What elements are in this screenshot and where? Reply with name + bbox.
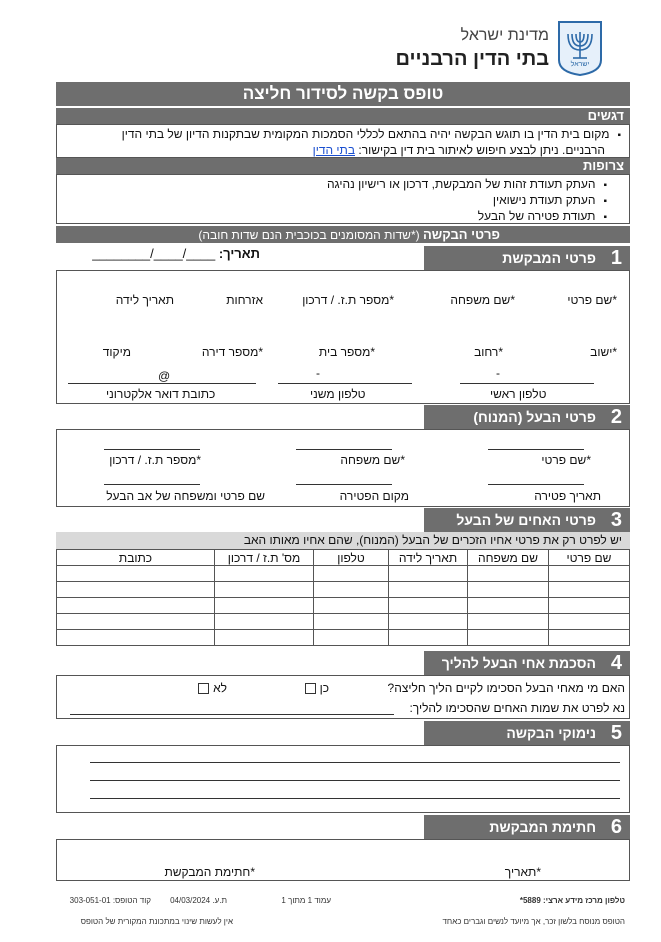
section5-title: נימוקי הבקשה — [506, 725, 596, 741]
emphases-title-text: דגשים — [587, 108, 624, 123]
table-cell[interactable] — [389, 614, 468, 630]
consent-yes-option[interactable] — [301, 681, 329, 695]
emblem — [557, 20, 603, 76]
email-label: כתובת דואר אלקטרוני — [106, 387, 216, 401]
section4-number: 4 — [610, 652, 622, 674]
table-cell[interactable] — [314, 582, 389, 598]
consent-no-checkbox[interactable] — [198, 683, 209, 694]
section3-note: יש לפרט רק את פרטי אחיו הזכרים של הבעל (המנוח), שהם אחיו מאותו האב — [56, 532, 630, 549]
death-date-line[interactable] — [488, 472, 584, 485]
phone-secondary-dash: - — [316, 366, 320, 380]
table-row — [57, 582, 630, 598]
father-name-line[interactable] — [104, 472, 200, 485]
husband-last-name-line[interactable] — [296, 437, 392, 450]
table-cell[interactable] — [215, 614, 314, 630]
phone-main-label: טלפון ראשי — [490, 387, 547, 401]
courts-link[interactable]: בתי הדין — [312, 143, 356, 157]
consent-yes-label: כן — [319, 681, 329, 695]
table-row — [57, 630, 630, 646]
section1-header — [424, 246, 630, 270]
footer-updated: ת.ע. 04/03/2024 — [170, 896, 227, 905]
reason-line-1[interactable] — [90, 750, 620, 763]
consent-detail-label: נא לפרט את שמות האחים שהסכימו להליך: — [409, 701, 625, 715]
table-cell[interactable] — [549, 566, 630, 582]
col-id: מס' ת.ז / דרכון — [215, 550, 314, 566]
applicant-signature[interactable]: *חתימת המבקשת — [164, 865, 255, 879]
table-cell[interactable] — [389, 630, 468, 646]
table-cell[interactable] — [468, 630, 549, 646]
section3-number: 3 — [610, 509, 622, 531]
section6-number: 6 — [610, 816, 622, 838]
section5-number: 5 — [610, 722, 622, 744]
table-header-row — [57, 550, 630, 566]
table-cell[interactable] — [468, 566, 549, 582]
table-cell[interactable] — [314, 614, 389, 630]
emphases-line1: ▪ מקום בית הדין בו תוגש הבקשה יהיה בהתאם לכללי הסמכות המקומית שבתקנות הדיון של בתי הדין — [65, 127, 621, 143]
table-cell[interactable] — [314, 566, 389, 582]
date-label: תאריך: — [218, 246, 260, 261]
section2-number: 2 — [610, 406, 622, 428]
emphases-line2 — [65, 143, 621, 158]
org-name: בתי הדין הרבניים — [395, 48, 549, 70]
table-cell[interactable] — [389, 582, 468, 598]
table-cell[interactable] — [57, 630, 215, 646]
phone-main-field[interactable] — [460, 370, 594, 384]
husband-last-name: *שם משפחה — [340, 453, 405, 467]
request-details-note: (*שדות המסומנים בכוכבית הנם שדות חובה) — [198, 228, 420, 242]
date-field[interactable]: ____/____/________ — [92, 246, 216, 261]
brothers-table-body — [57, 566, 630, 646]
section4-title: הסכמת אחי הבעל להליך — [441, 655, 596, 671]
death-date: תאריך פטירה — [534, 489, 601, 503]
col-phone: טלפון — [314, 550, 389, 566]
attachment-item: ▪ העתק תעודת זהות של המבקשת, דרכון או רישיון נהיגה — [79, 177, 607, 193]
attachments-box — [56, 174, 630, 224]
section5-header — [424, 721, 630, 745]
attachments-title-text: צרופות — [582, 158, 624, 173]
col-first-name: שם פרטי — [549, 550, 630, 566]
section1-number: 1 — [610, 247, 622, 269]
table-cell[interactable] — [215, 582, 314, 598]
email-at: @ — [158, 369, 171, 383]
applicant-apartment[interactable]: *מספר דירה — [201, 345, 263, 359]
section6-box — [56, 839, 630, 881]
table-row — [57, 598, 630, 614]
section6-title: חתימת המבקשת — [489, 819, 596, 835]
consent-no-label: לא — [213, 681, 227, 695]
reason-line-3[interactable] — [90, 786, 620, 799]
table-cell[interactable] — [549, 630, 630, 646]
emphases-title — [56, 108, 630, 124]
consent-no-option[interactable] — [194, 681, 227, 695]
consent-question: האם מי מאחי הבעל הסכימו לקיים הליך חליצה? — [387, 681, 625, 695]
section2-header — [424, 405, 630, 429]
col-last-name: שם משפחה — [468, 550, 549, 566]
applicant-last-name[interactable]: *שם משפחה — [450, 293, 515, 307]
death-place-line[interactable] — [296, 472, 392, 485]
table-row — [57, 614, 630, 630]
table-cell[interactable] — [468, 614, 549, 630]
table-cell[interactable] — [57, 598, 215, 614]
table-cell[interactable] — [57, 566, 215, 582]
col-birth-date: תאריך לידה — [389, 550, 468, 566]
attachment-item: ▪ העתק תעודת נישואין — [79, 193, 607, 209]
emphases-box — [56, 124, 630, 158]
husband-first-name: *שם פרטי — [541, 453, 591, 467]
table-cell[interactable] — [389, 598, 468, 614]
footer-gender-note: הטופס מנוסח בלשון זכר, אך מיועד לנשים וגברים כאחד — [442, 917, 625, 926]
form-title: טופס בקשה לסידור חליצה — [56, 82, 630, 106]
request-date — [60, 246, 260, 261]
section3-header — [424, 508, 630, 532]
signature-date[interactable]: *תאריך — [504, 865, 541, 879]
table-cell[interactable] — [549, 582, 630, 598]
footer-no-changes: אין לעשות שינוי במתכונת המקורית של הטופס — [80, 917, 233, 926]
phone-secondary-field[interactable] — [278, 370, 412, 384]
section2-title: פרטי הבעל (המנוח) — [473, 409, 596, 425]
reason-line-2[interactable] — [90, 768, 620, 781]
table-cell[interactable] — [314, 630, 389, 646]
table-cell[interactable] — [215, 598, 314, 614]
attachments-title — [56, 158, 630, 174]
section1-title: פרטי המבקשת — [502, 250, 596, 266]
husband-first-name-line[interactable] — [488, 437, 584, 450]
applicant-birth-date[interactable]: תאריך לידה — [115, 293, 174, 307]
consent-detail-field[interactable] — [70, 702, 394, 715]
request-details-bar — [56, 226, 630, 243]
table-cell[interactable] — [57, 582, 215, 598]
table-row — [57, 566, 630, 582]
applicant-zip: מיקוד — [102, 345, 131, 359]
phone-secondary-label: טלפון משני — [310, 387, 366, 401]
emphases-line2-text: הרבניים. ניתן לבצע חיפוש לאיתור בית דין בקישור: — [358, 143, 605, 157]
table-cell[interactable] — [215, 566, 314, 582]
death-place: מקום הפטירה — [339, 489, 409, 503]
husband-id-line[interactable] — [104, 437, 200, 450]
footer-page: עמוד 1 מתוך 1 — [281, 896, 331, 905]
consent-yes-checkbox[interactable] — [305, 683, 316, 694]
col-address: כתובת — [57, 550, 215, 566]
emblem-text: ישראל — [570, 61, 590, 68]
brothers-table-wrap — [56, 549, 630, 646]
table-cell[interactable] — [314, 598, 389, 614]
applicant-city[interactable]: *ישוב — [590, 345, 617, 359]
section4-header — [424, 651, 630, 675]
table-cell[interactable] — [468, 582, 549, 598]
father-name: שם פרטי ומשפחה של אב הבעל — [106, 489, 265, 503]
brothers-table — [56, 549, 630, 646]
footer-phone: טלפון מרכז מידע ארצי: 5889* — [519, 896, 625, 905]
applicant-house-number[interactable]: *מספר בית — [318, 345, 375, 359]
table-cell[interactable] — [468, 598, 549, 614]
table-cell[interactable] — [389, 566, 468, 582]
state-name: מדינת ישראל — [460, 27, 549, 44]
table-cell[interactable] — [57, 614, 215, 630]
footer-code: קוד הטופס: 303-051-01 — [69, 896, 151, 905]
applicant-first-name[interactable]: *שם פרטי — [567, 293, 617, 307]
applicant-citizenship[interactable]: אזרחות — [226, 293, 263, 307]
section6-header — [424, 815, 630, 839]
table-cell[interactable] — [215, 630, 314, 646]
phone-main-dash: - — [496, 366, 500, 380]
section3-title: פרטי האחים של הבעל — [456, 512, 596, 528]
applicant-street[interactable]: *רחוב — [474, 345, 503, 359]
applicant-id[interactable]: *מספר ת.ז. / דרכון — [302, 293, 394, 307]
request-details-title: פרטי הבקשה — [422, 227, 500, 242]
attachment-item: ▪ תעודת פטירה של הבעל — [79, 209, 607, 225]
table-cell[interactable] — [549, 614, 630, 630]
table-cell[interactable] — [549, 598, 630, 614]
husband-id: *מספר ת.ז. / דרכון — [109, 453, 201, 467]
